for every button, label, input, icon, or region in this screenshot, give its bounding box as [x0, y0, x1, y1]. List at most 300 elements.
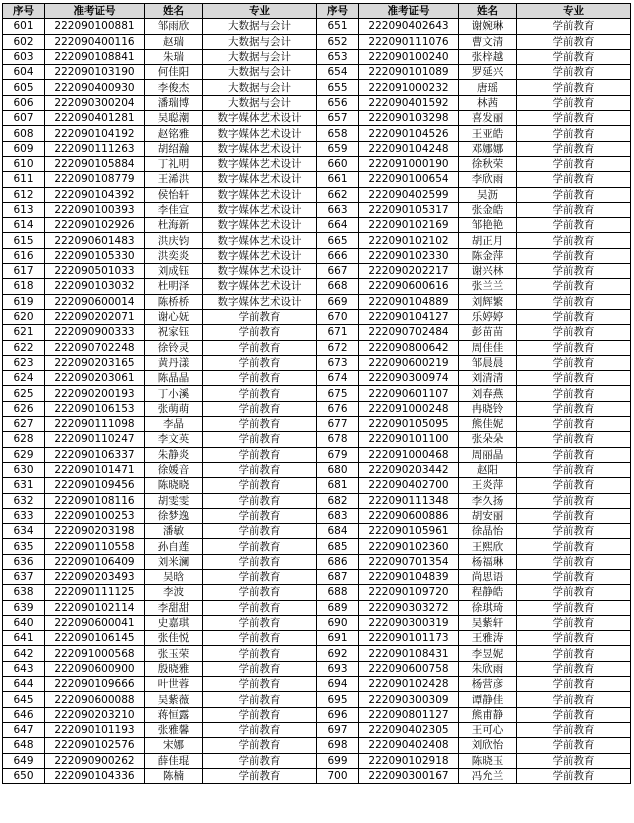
cell-exam-id: 222090104248	[359, 141, 459, 156]
cell-seq: 604	[3, 65, 45, 80]
cell-seq: 670	[317, 309, 359, 324]
cell-major: 学前教育	[203, 661, 317, 676]
cell-seq: 616	[3, 248, 45, 263]
cell-name: 谭静佳	[459, 692, 517, 707]
cell-exam-id: 222090701354	[359, 554, 459, 569]
header-name: 姓名	[459, 4, 517, 19]
table-row	[3, 677, 631, 692]
cell-major: 学前教育	[203, 707, 317, 722]
cell-seq: 634	[3, 524, 45, 539]
cell-exam-id: 222090402700	[359, 478, 459, 493]
cell-seq: 630	[3, 462, 45, 477]
table-row	[3, 264, 631, 279]
header-major: 专业	[203, 4, 317, 19]
cell-major: 数字媒体艺术设计	[203, 187, 317, 202]
cell-exam-id: 222090600900	[45, 661, 145, 676]
cell-seq: 657	[317, 111, 359, 126]
cell-seq: 690	[317, 615, 359, 630]
cell-major: 学前教育	[203, 768, 317, 783]
table-row	[3, 309, 631, 324]
cell-seq: 618	[3, 279, 45, 294]
cell-name: 唐瑶	[459, 80, 517, 95]
cell-name: 潘敏	[145, 524, 203, 539]
table-row	[3, 141, 631, 156]
cell-exam-id: 222090103298	[359, 111, 459, 126]
cell-major: 学前教育	[517, 600, 631, 615]
cell-name: 徐梦逸	[145, 508, 203, 523]
cell-exam-id: 222090702484	[359, 325, 459, 340]
cell-seq: 695	[317, 692, 359, 707]
cell-seq: 601	[3, 19, 45, 34]
cell-seq: 642	[3, 646, 45, 661]
cell-name: 洪庆钧	[145, 233, 203, 248]
cell-seq: 650	[3, 768, 45, 783]
cell-seq: 662	[317, 187, 359, 202]
cell-seq: 686	[317, 554, 359, 569]
cell-name: 史嘉琪	[145, 615, 203, 630]
cell-major: 学前教育	[203, 478, 317, 493]
cell-major: 学前教育	[517, 355, 631, 370]
cell-major: 学前教育	[203, 447, 317, 462]
cell-name: 冯允兰	[459, 768, 517, 783]
cell-seq: 619	[3, 294, 45, 309]
cell-exam-id: 222090601107	[359, 386, 459, 401]
cell-name: 黄丹漾	[145, 355, 203, 370]
cell-exam-id: 222090900262	[45, 753, 145, 768]
cell-exam-id: 222090200193	[45, 386, 145, 401]
cell-name: 王可心	[459, 722, 517, 737]
cell-seq: 623	[3, 355, 45, 370]
cell-exam-id: 222090102576	[45, 738, 145, 753]
cell-exam-id: 222090105961	[359, 524, 459, 539]
cell-seq: 621	[3, 325, 45, 340]
cell-name: 朱静炎	[145, 447, 203, 462]
cell-seq: 669	[317, 294, 359, 309]
cell-major: 数字媒体艺术设计	[203, 248, 317, 263]
cell-seq: 666	[317, 248, 359, 263]
table-row	[3, 401, 631, 416]
cell-exam-id: 222090600886	[359, 508, 459, 523]
cell-seq: 691	[317, 631, 359, 646]
cell-name: 周佳佳	[459, 340, 517, 355]
cell-exam-id: 222090111076	[359, 34, 459, 49]
cell-major: 学前教育	[517, 371, 631, 386]
cell-exam-id: 222090101173	[359, 631, 459, 646]
cell-name: 洪奕炎	[145, 248, 203, 263]
cell-major: 学前教育	[517, 677, 631, 692]
table-row	[3, 340, 631, 355]
cell-name: 叶世蓉	[145, 677, 203, 692]
cell-seq: 661	[317, 172, 359, 187]
cell-seq: 659	[317, 141, 359, 156]
table-row	[3, 539, 631, 554]
cell-major: 学前教育	[203, 462, 317, 477]
cell-major: 数字媒体艺术设计	[203, 172, 317, 187]
cell-major: 数字媒体艺术设计	[203, 202, 317, 217]
cell-major: 学前教育	[203, 753, 317, 768]
table-row	[3, 493, 631, 508]
cell-exam-id: 222090106409	[45, 554, 145, 569]
cell-seq: 679	[317, 447, 359, 462]
cell-major: 数字媒体艺术设计	[203, 126, 317, 141]
cell-seq: 671	[317, 325, 359, 340]
cell-name: 陈晓玉	[459, 753, 517, 768]
cell-exam-id: 222090108431	[359, 646, 459, 661]
cell-seq: 638	[3, 585, 45, 600]
cell-exam-id: 222090108779	[45, 172, 145, 187]
cell-seq: 681	[317, 478, 359, 493]
header-row	[3, 4, 631, 19]
header-exam-id: 准考证号	[359, 4, 459, 19]
cell-exam-id: 222090402305	[359, 722, 459, 737]
cell-major: 学前教育	[203, 386, 317, 401]
cell-major: 学前教育	[517, 279, 631, 294]
cell-name: 谢兴林	[459, 264, 517, 279]
cell-exam-id: 222090104127	[359, 309, 459, 324]
cell-exam-id: 222090202217	[359, 264, 459, 279]
cell-major: 学前教育	[203, 340, 317, 355]
cell-seq: 629	[3, 447, 45, 462]
table-row	[3, 355, 631, 370]
cell-seq: 672	[317, 340, 359, 355]
cell-exam-id: 222090400930	[45, 80, 145, 95]
cell-name: 林茜	[459, 95, 517, 110]
cell-name: 刘辉繁	[459, 294, 517, 309]
cell-name: 孙自莲	[145, 539, 203, 554]
cell-seq: 660	[317, 156, 359, 171]
cell-major: 学前教育	[517, 707, 631, 722]
cell-name: 熊佳妮	[459, 417, 517, 432]
cell-seq: 668	[317, 279, 359, 294]
cell-name: 李俊杰	[145, 80, 203, 95]
header-seq: 序号	[317, 4, 359, 19]
cell-major: 学前教育	[203, 432, 317, 447]
cell-name: 李昱妮	[459, 646, 517, 661]
cell-exam-id: 222090100881	[45, 19, 145, 34]
cell-seq: 627	[3, 417, 45, 432]
cell-major: 数字媒体艺术设计	[203, 141, 317, 156]
cell-exam-id: 222090108116	[45, 493, 145, 508]
table-row	[3, 738, 631, 753]
cell-seq: 613	[3, 202, 45, 217]
cell-exam-id: 222090102360	[359, 539, 459, 554]
cell-major: 学前教育	[517, 19, 631, 34]
cell-major: 大数据与会计	[203, 65, 317, 80]
cell-major: 学前教育	[517, 156, 631, 171]
cell-major: 学前教育	[203, 539, 317, 554]
cell-major: 学前教育	[517, 692, 631, 707]
cell-major: 学前教育	[517, 340, 631, 355]
cell-name: 殷晓雅	[145, 661, 203, 676]
cell-seq: 700	[317, 768, 359, 783]
cell-exam-id: 222090103032	[45, 279, 145, 294]
cell-exam-id: 222090600758	[359, 661, 459, 676]
cell-name: 杨营彦	[459, 677, 517, 692]
cell-major: 学前教育	[517, 126, 631, 141]
table-row	[3, 722, 631, 737]
cell-major: 学前教育	[517, 753, 631, 768]
table-row	[3, 768, 631, 783]
cell-seq: 656	[317, 95, 359, 110]
cell-seq: 664	[317, 218, 359, 233]
cell-name: 吴沥	[459, 187, 517, 202]
cell-seq: 603	[3, 49, 45, 64]
cell-seq: 682	[317, 493, 359, 508]
cell-seq: 654	[317, 65, 359, 80]
cell-seq: 688	[317, 585, 359, 600]
cell-name: 徐琪琦	[459, 600, 517, 615]
cell-exam-id: 222090102330	[359, 248, 459, 263]
table-row	[3, 661, 631, 676]
cell-major: 学前教育	[517, 401, 631, 416]
cell-name: 邹雨欣	[145, 19, 203, 34]
cell-seq: 647	[3, 722, 45, 737]
cell-seq: 694	[317, 677, 359, 692]
cell-major: 学前教育	[517, 264, 631, 279]
cell-seq: 632	[3, 493, 45, 508]
cell-seq: 663	[317, 202, 359, 217]
table-row	[3, 524, 631, 539]
cell-name: 李久扬	[459, 493, 517, 508]
cell-seq: 649	[3, 753, 45, 768]
cell-major: 学前教育	[203, 325, 317, 340]
cell-seq: 652	[317, 34, 359, 49]
cell-seq: 608	[3, 126, 45, 141]
cell-exam-id: 222090101471	[45, 462, 145, 477]
cell-seq: 641	[3, 631, 45, 646]
cell-name: 刘欣怡	[459, 738, 517, 753]
cell-major: 学前教育	[517, 141, 631, 156]
cell-seq: 639	[3, 600, 45, 615]
cell-major: 学前教育	[203, 646, 317, 661]
cell-seq: 602	[3, 34, 45, 49]
cell-exam-id: 222090104336	[45, 768, 145, 783]
cell-major: 学前教育	[517, 539, 631, 554]
cell-name: 丁小溪	[145, 386, 203, 401]
table-row	[3, 753, 631, 768]
cell-exam-id: 222090102926	[45, 218, 145, 233]
table-row	[3, 432, 631, 447]
cell-seq: 658	[317, 126, 359, 141]
cell-exam-id: 222090102114	[45, 600, 145, 615]
cell-exam-id: 222090303272	[359, 600, 459, 615]
cell-seq: 625	[3, 386, 45, 401]
table-row	[3, 172, 631, 187]
cell-name: 吴紫轩	[459, 615, 517, 630]
cell-major: 学前教育	[517, 95, 631, 110]
cell-seq: 611	[3, 172, 45, 187]
cell-major: 学前教育	[517, 294, 631, 309]
cell-exam-id: 222090102918	[359, 753, 459, 768]
cell-major: 大数据与会计	[203, 49, 317, 64]
cell-exam-id: 222090111125	[45, 585, 145, 600]
cell-seq: 699	[317, 753, 359, 768]
cell-exam-id: 222091000190	[359, 156, 459, 171]
cell-major: 大数据与会计	[203, 80, 317, 95]
cell-exam-id: 222090109456	[45, 478, 145, 493]
cell-major: 学前教育	[517, 478, 631, 493]
table-row	[3, 508, 631, 523]
cell-exam-id: 222090102102	[359, 233, 459, 248]
cell-exam-id: 222090600219	[359, 355, 459, 370]
cell-exam-id: 222090101089	[359, 65, 459, 80]
cell-exam-id: 222090111098	[45, 417, 145, 432]
cell-seq: 673	[317, 355, 359, 370]
cell-seq: 635	[3, 539, 45, 554]
cell-major: 学前教育	[203, 631, 317, 646]
cell-exam-id: 222090111348	[359, 493, 459, 508]
cell-name: 朱欣雨	[459, 661, 517, 676]
cell-name: 李欣雨	[459, 172, 517, 187]
cell-name: 蒋恒露	[145, 707, 203, 722]
table-row	[3, 631, 631, 646]
cell-exam-id: 222090101100	[359, 432, 459, 447]
cell-name: 谢心妩	[145, 309, 203, 324]
cell-major: 学前教育	[203, 355, 317, 370]
table-row	[3, 156, 631, 171]
table-row	[3, 65, 631, 80]
table-row	[3, 478, 631, 493]
table-row	[3, 600, 631, 615]
cell-name: 朱瑞	[145, 49, 203, 64]
table-row	[3, 218, 631, 233]
cell-exam-id: 222090600616	[359, 279, 459, 294]
cell-major: 数字媒体艺术设计	[203, 294, 317, 309]
cell-seq: 637	[3, 569, 45, 584]
cell-exam-id: 222090800642	[359, 340, 459, 355]
cell-name: 冉晓铃	[459, 401, 517, 416]
cell-name: 陈晓晓	[145, 478, 203, 493]
cell-major: 学前教育	[203, 722, 317, 737]
cell-name: 张金皓	[459, 202, 517, 217]
cell-major: 学前教育	[203, 615, 317, 630]
cell-major: 学前教育	[203, 493, 317, 508]
cell-seq: 655	[317, 80, 359, 95]
cell-seq: 624	[3, 371, 45, 386]
cell-major: 学前教育	[203, 738, 317, 753]
table-row	[3, 95, 631, 110]
cell-major: 学前教育	[517, 80, 631, 95]
cell-name: 王熙欣	[459, 539, 517, 554]
cell-name: 徐晶怡	[459, 524, 517, 539]
cell-exam-id: 222090100654	[359, 172, 459, 187]
cell-exam-id: 222091000248	[359, 401, 459, 416]
cell-exam-id: 222090402408	[359, 738, 459, 753]
cell-name: 谢婉琳	[459, 19, 517, 34]
header-major: 专业	[517, 4, 631, 19]
cell-exam-id: 222090106145	[45, 631, 145, 646]
cell-exam-id: 222090104889	[359, 294, 459, 309]
header-exam-id: 准考证号	[45, 4, 145, 19]
cell-major: 学前教育	[517, 631, 631, 646]
cell-name: 邹晨晨	[459, 355, 517, 370]
cell-name: 刘春燕	[459, 386, 517, 401]
cell-exam-id: 222091000568	[45, 646, 145, 661]
cell-seq: 631	[3, 478, 45, 493]
cell-exam-id: 222091000468	[359, 447, 459, 462]
cell-major: 学前教育	[203, 554, 317, 569]
cell-major: 学前教育	[517, 248, 631, 263]
cell-name: 吴聪潮	[145, 111, 203, 126]
cell-major: 数字媒体艺术设计	[203, 264, 317, 279]
cell-exam-id: 222090300204	[45, 95, 145, 110]
cell-seq: 606	[3, 95, 45, 110]
cell-name: 尚思语	[459, 569, 517, 584]
cell-exam-id: 222090300309	[359, 692, 459, 707]
cell-exam-id: 222090900333	[45, 325, 145, 340]
cell-exam-id: 222090100240	[359, 49, 459, 64]
cell-major: 学前教育	[517, 325, 631, 340]
cell-major: 大数据与会计	[203, 34, 317, 49]
cell-major: 学前教育	[517, 661, 631, 676]
cell-exam-id: 222090100393	[45, 202, 145, 217]
cell-seq: 607	[3, 111, 45, 126]
table-row	[3, 417, 631, 432]
cell-seq: 633	[3, 508, 45, 523]
cell-name: 邓娜娜	[459, 141, 517, 156]
cell-major: 学前教育	[517, 646, 631, 661]
cell-seq: 674	[317, 371, 359, 386]
cell-major: 学前教育	[203, 371, 317, 386]
cell-major: 学前教育	[203, 508, 317, 523]
table-row	[3, 371, 631, 386]
cell-name: 张朵朵	[459, 432, 517, 447]
cell-name: 刘米澜	[145, 554, 203, 569]
table-row	[3, 111, 631, 126]
cell-exam-id: 222090104192	[45, 126, 145, 141]
cell-name: 胡安丽	[459, 508, 517, 523]
cell-seq: 675	[317, 386, 359, 401]
table-row	[3, 187, 631, 202]
cell-name: 陈楠	[145, 768, 203, 783]
cell-name: 侯怡轩	[145, 187, 203, 202]
cell-major: 数字媒体艺术设计	[203, 233, 317, 248]
cell-seq: 612	[3, 187, 45, 202]
cell-seq: 622	[3, 340, 45, 355]
header-name: 姓名	[145, 4, 203, 19]
cell-name: 王浠洪	[145, 172, 203, 187]
cell-name: 杜明泽	[145, 279, 203, 294]
cell-seq: 667	[317, 264, 359, 279]
cell-major: 数字媒体艺术设计	[203, 156, 317, 171]
cell-seq: 636	[3, 554, 45, 569]
table-row	[3, 462, 631, 477]
cell-name: 王亚皓	[459, 126, 517, 141]
cell-name: 吴紫薇	[145, 692, 203, 707]
cell-major: 学前教育	[203, 569, 317, 584]
cell-seq: 640	[3, 615, 45, 630]
cell-name: 胡雯雯	[145, 493, 203, 508]
cell-major: 学前教育	[203, 309, 317, 324]
cell-name: 胡绍瀚	[145, 141, 203, 156]
cell-exam-id: 222090203198	[45, 524, 145, 539]
cell-seq: 693	[317, 661, 359, 676]
cell-exam-id: 222090801127	[359, 707, 459, 722]
cell-exam-id: 222090402643	[359, 19, 459, 34]
cell-major: 学前教育	[203, 585, 317, 600]
cell-major: 学前教育	[517, 447, 631, 462]
cell-major: 大数据与会计	[203, 95, 317, 110]
cell-name: 曹文清	[459, 34, 517, 49]
cell-seq: 644	[3, 677, 45, 692]
cell-seq: 643	[3, 661, 45, 676]
table-row	[3, 248, 631, 263]
cell-major: 学前教育	[203, 692, 317, 707]
cell-exam-id: 222090100253	[45, 508, 145, 523]
cell-name: 罗延兴	[459, 65, 517, 80]
cell-name: 李文英	[145, 432, 203, 447]
cell-exam-id: 222090104526	[359, 126, 459, 141]
